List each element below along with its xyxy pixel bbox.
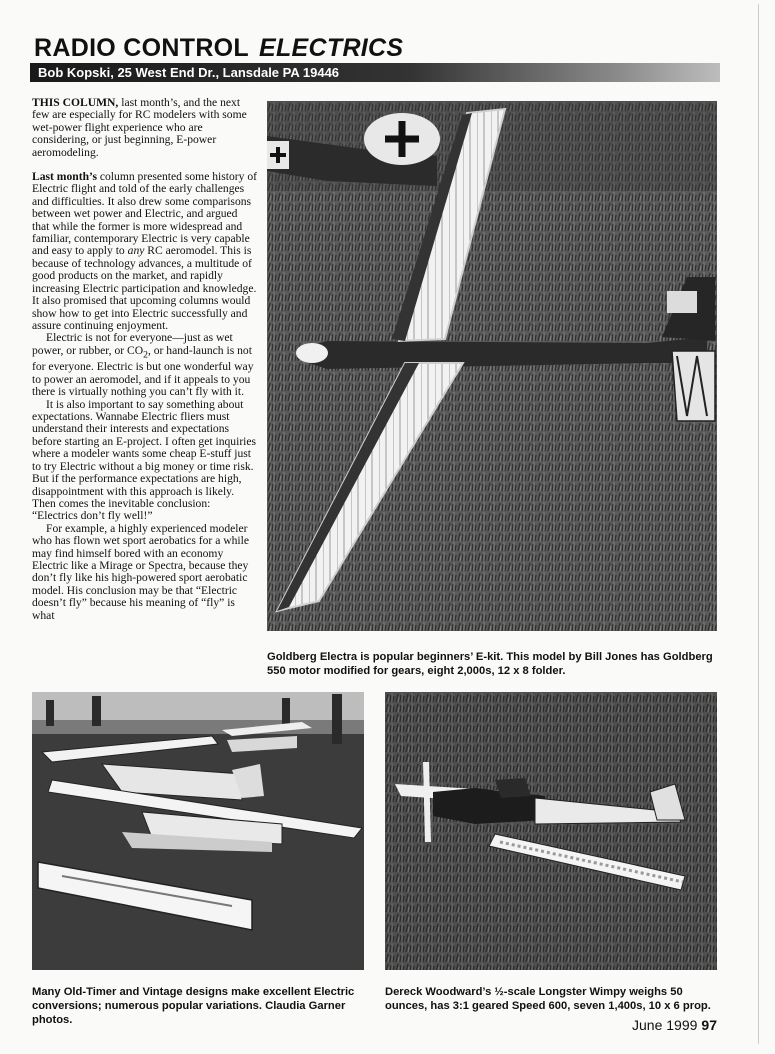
title-electrics: ELECTRICS [259,34,404,62]
old-timer-models-photo [32,692,364,970]
paragraph-1 [32,97,257,159]
electra-photo-caption: Goldberg Electra is popular beginners’ E-kit. This model by Bill Jones has Goldberg 550 motor modified for gears, eight 2,000s, 12 x 8 folder. [267,651,713,677]
paragraph-4: It is also important to say something about expectations. Wannabe Electric fliers must understand their interests and expectations before starting an E-project. I often get inquiries where a modeler wants some cheap E-stuff just to try Electric without a big money or time risk. But if the performance expectations are high, disappointment with this approach is likely. Then comes the inevitable conclusion: “Electrics don’t fly well!” [32,397,257,523]
paragraph-3-subscript: 2 [143,349,148,361]
author-byline: Bob Kopski, 25 West End Dr., Lansdale PA 19446 [30,63,720,82]
article-body [32,97,257,677]
paragraph-2-text-b: RC aeromodel. This is because of technology advances, a multitude of good products on the market, and rapidly increasing Electric participation and knowledge. It also promised that upcoming columns would show how to get into Electric successfully and assure continuing enjoyment. [32,244,257,332]
electra-glider-illustration [267,101,717,631]
electra-glider-photo [267,101,717,631]
paragraph-2 [32,171,257,332]
title-radio-control: RADIO CONTROL [34,34,249,62]
old-timer-photo-caption: Many Old-Timer and Vintage designs make excellent Electric conversions; numerous popular variations. Claudia Garner photos. [32,986,355,1026]
longster-wimpy-illustration [385,692,717,970]
longster-wimpy-photo [385,692,717,970]
page-number: 97 [701,1017,717,1033]
paragraph-5: For example, a highly experienced modeler who has flown wet sport aerobatics for a while may find himself bored with an economy Electric like a Mirage or Spectra, because they don’t fly like his high-powered sport aerobatic model. His conclusion may be that “Electric doesn’t fly” because his meaning of “fly” is what [32,521,249,622]
issue-date: June 1999 [632,1017,698,1033]
wimpy-photo-caption: Dereck Woodward’s ½-scale Longster Wimpy weighs 50 ounces, has 3:1 geared Speed 600, seven 1,400s, 10 x 6 prop. [385,986,711,1012]
paragraph-2-emphasis: any [127,244,145,258]
page-folio [632,1017,717,1033]
paragraph-3-text-a: Electric is not for everyone—just as wet power, or rubber, or CO [32,331,233,357]
old-timer-models-illustration [32,692,364,970]
column-title [34,34,403,62]
paragraph-3 [32,332,257,398]
paragraph-2-lead: Last month’s [32,170,97,184]
paragraph-1-text: last month’s, and the next few are especially for RC modelers with some wet-power flight experience who are considering, or just beginning, E-power aeromodeling. [32,97,247,159]
paragraph-3-text-b: , or hand-launch is not for everyone. Electric is but one wonderful way to power an aeromodel, and if it appeals to you there is virtually nothing you can’t fly with it. [32,343,254,399]
paragraph-1-lead: THIS COLUMN, [32,97,119,109]
paragraph-2-text-a: column presented some history of Electric flight and told of the early challenges and difficulties. It also drew some comparisons between wet power and Electric, and argued that while the former is more widespread and familiar, contemporary Electric is very capable and easy to apply to [32,170,257,258]
